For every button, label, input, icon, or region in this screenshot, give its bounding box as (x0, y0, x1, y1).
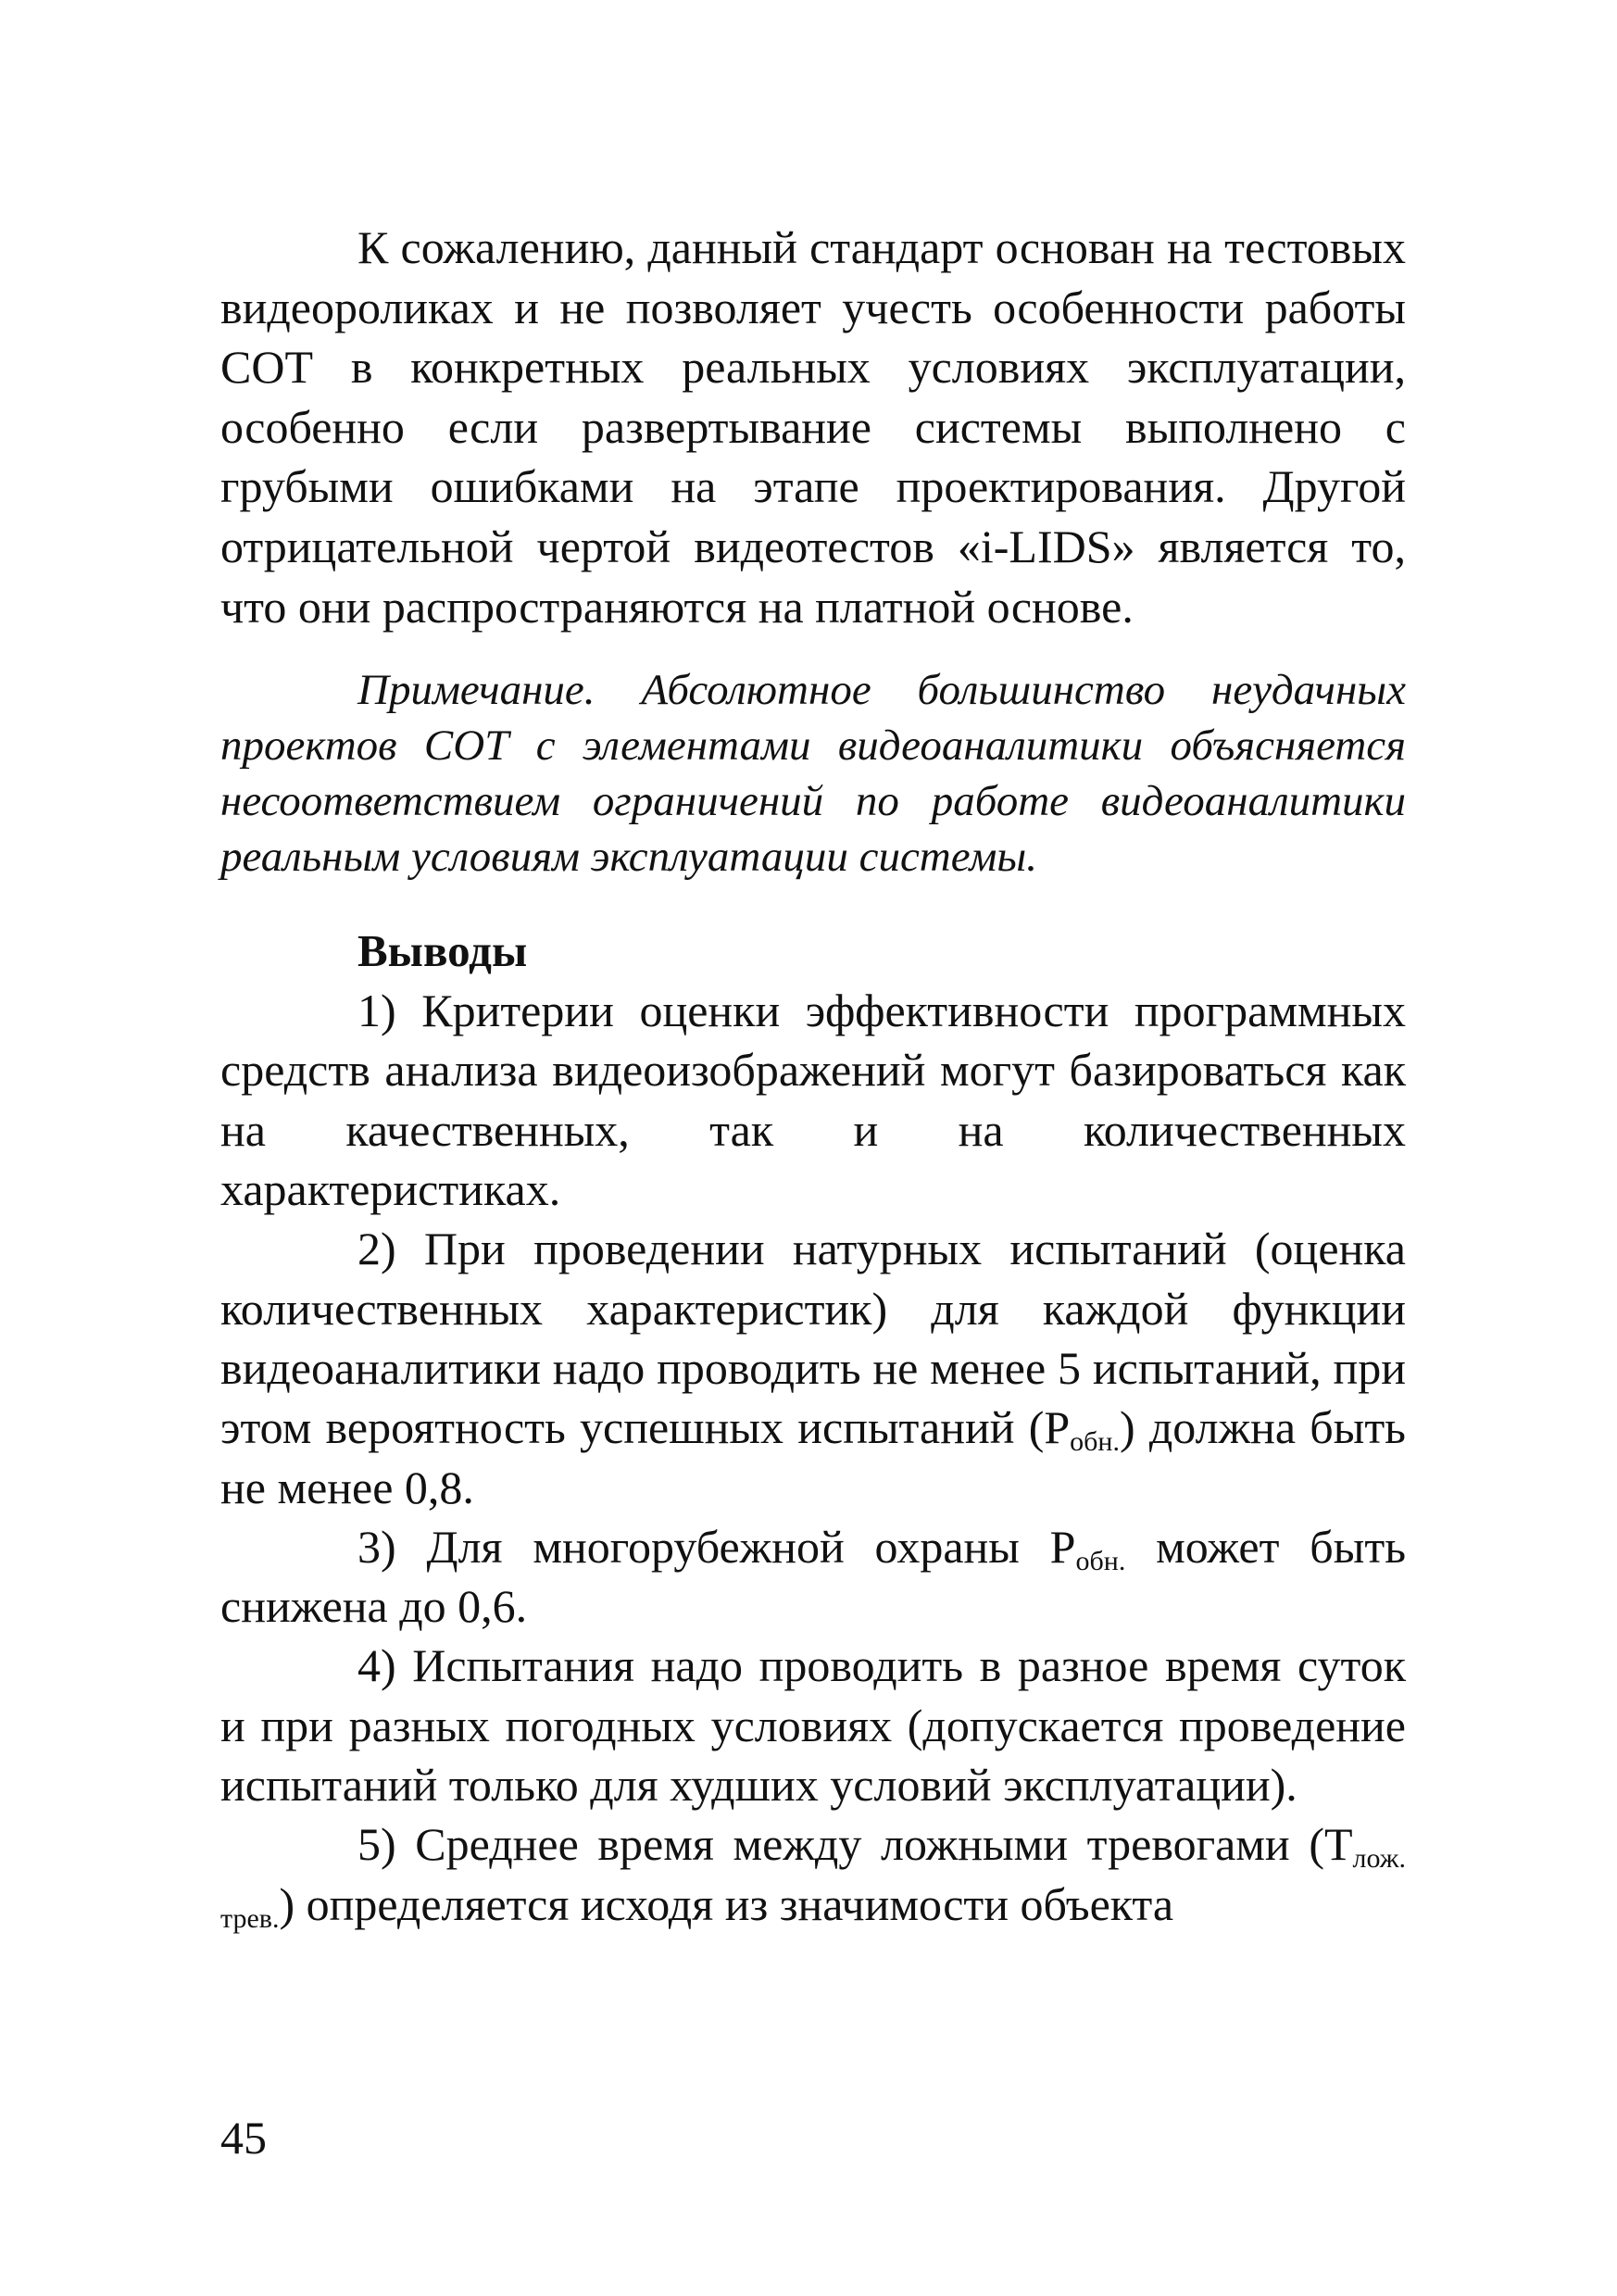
conclusion-item-1: 1) Критерии оценки эффективности программных средств анализа видеоизображений могут базироваться как на качественных, так и на количественных характеристиках. (220, 985, 1406, 1216)
conclusion-item-2-text-end: ) должна быть не менее 0,8. (220, 1401, 1406, 1513)
page-body (220, 218, 1406, 1934)
section-heading: Выводы (357, 925, 528, 977)
note-paragraph: Примечание. Абсолютное большинство неудачных проектов СОТ с элементами видеоаналитики объясняется несоответствием ограничений по работе видеоаналитики реальным условиям эксплуатации системы. (220, 666, 1406, 882)
body-paragraph: К сожалению, данный стандарт основан на тестовых видеороликах и не позволяет учесть особенности работы СОТ в конкретных реальных условиях эксплуатации, особенно если развертывание системы выполнено с грубыми ошибками на этапе проектирования. Другой отрицательной чертой видеотестов «i-LIDS» является то, что они распространяются на платной основе. (220, 221, 1406, 633)
conclusion-item-3-text: 3) Для многорубежной охраны Р (357, 1520, 1076, 1573)
page-number: 45 (220, 2112, 267, 2164)
conclusion-item-2 (220, 1219, 1406, 1516)
conclusion-item-5 (220, 1814, 1406, 1934)
subscript: лож. трев. (220, 1843, 1406, 1934)
conclusion-item-3 (220, 1517, 1406, 1637)
conclusion-item-2-text: 2) При проведении натурных испытаний (оценка количественных характеристик) для каждой функции видеоаналитики надо проводить не менее 5 испытаний, при этом вероятность успешных испытаний (Р (220, 1223, 1406, 1454)
conclusion-item-4: 4) Испытания надо проводить в разное время суток и при разных погодных условиях (допускается проведение испытаний только для худших условий эксплуатации). (220, 1639, 1406, 1812)
conclusion-item-5-text-end: ) определяется исходя из значимости объекта (279, 1877, 1174, 1930)
subscript: обн. (1075, 1545, 1126, 1576)
conclusion-item-5-text: 5) Среднее время между ложными тревогами (Т (357, 1818, 1353, 1871)
conclusion-item-3-text-end: может быть снижена до 0,6. (220, 1520, 1406, 1633)
subscript: обн. (1070, 1426, 1120, 1458)
